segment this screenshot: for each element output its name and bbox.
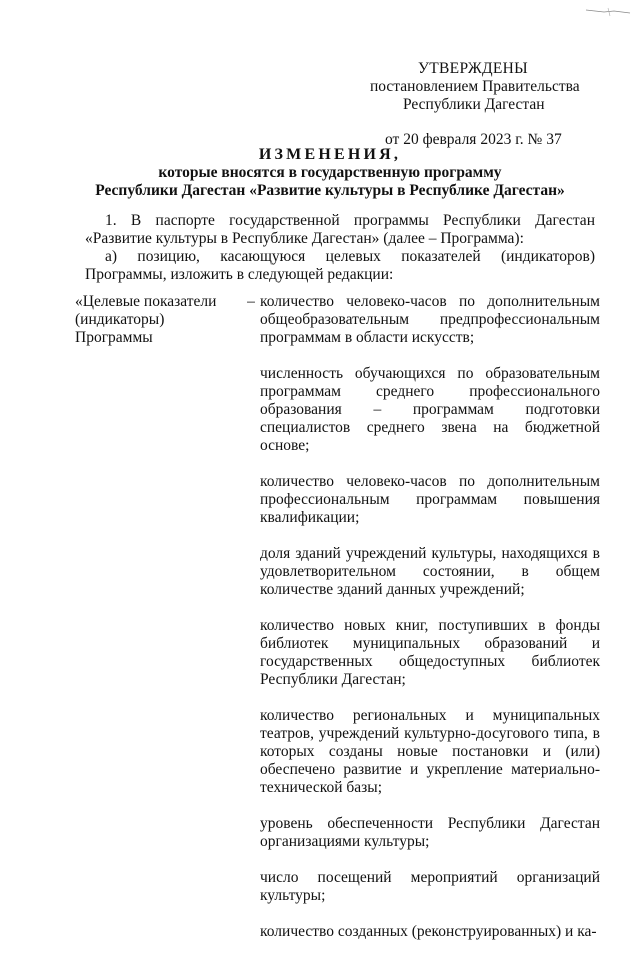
table-dash: –: [247, 293, 255, 310]
approval-line: Республики Дагестан: [403, 96, 545, 113]
indicator-item: количество созданных (реконструированных) и ка-: [260, 923, 597, 940]
indicator-item: доля зданий учреждений культуры, находящихся в удовлетворительном состоянии, в общем количестве зданий данных учреждений;: [260, 545, 600, 598]
approval-line: постановлением Правительства: [370, 78, 580, 95]
indicator-item: численность обучающихся по образовательным программам среднего профессионального образования – программам подготовки специалистов среднего звена на бюджетной основе;: [260, 365, 600, 454]
document-heading: [60, 146, 600, 200]
indicators-list: [260, 293, 600, 959]
paragraph: 1. В паспорте государственной программы Республики Дагестан «Развитие культуры в Республике Дагестан» (далее – Программа):: [85, 212, 595, 247]
approval-block: [370, 60, 610, 149]
approval-date: от 20 февраля 2023 г. № 37: [385, 131, 562, 148]
body-text: [85, 212, 595, 284]
paragraph: а) позицию, касающуюся целевых показателей (индикаторов) Программы, изложить в следующей редакции:: [85, 248, 595, 283]
indicator-item: число посещений мероприятий организаций культуры;: [260, 869, 600, 904]
indicator-item: количество человеко-часов по дополнительным общеобразовательным предпрофессиональным программам в области искусств;: [260, 293, 600, 346]
indicator-item: количество человеко-часов по дополнительным профессиональным программам повышения квалификации;: [260, 473, 600, 526]
heading-subtitle: которые вносятся в государственную программу: [158, 164, 502, 181]
indicator-item: уровень обеспеченности Республики Дагестан организациями культуры;: [260, 815, 600, 850]
scan-mark: [584, 6, 632, 18]
heading-title: ИЗМЕНЕНИЯ,: [258, 146, 402, 163]
indicators-label: «Целевые показатели (индикаторы) Программы: [75, 293, 217, 346]
heading-subtitle: Республики Дагестан «Развитие культуры в Республике Дагестан»: [95, 182, 565, 199]
indicator-item: количество новых книг, поступивших в фонды библиотек муниципальных образований и государственных общедоступных библиотек Республики Дагестан;: [260, 617, 600, 688]
approval-title: УТВЕРЖДЕНЫ: [418, 60, 528, 77]
indicator-item: количество региональных и муниципальных театров, учреждений культурно-досугового типа, в которых созданы новые постановки и (или) обеспечено развитие и укрепление материально-технической базы;: [260, 707, 600, 796]
